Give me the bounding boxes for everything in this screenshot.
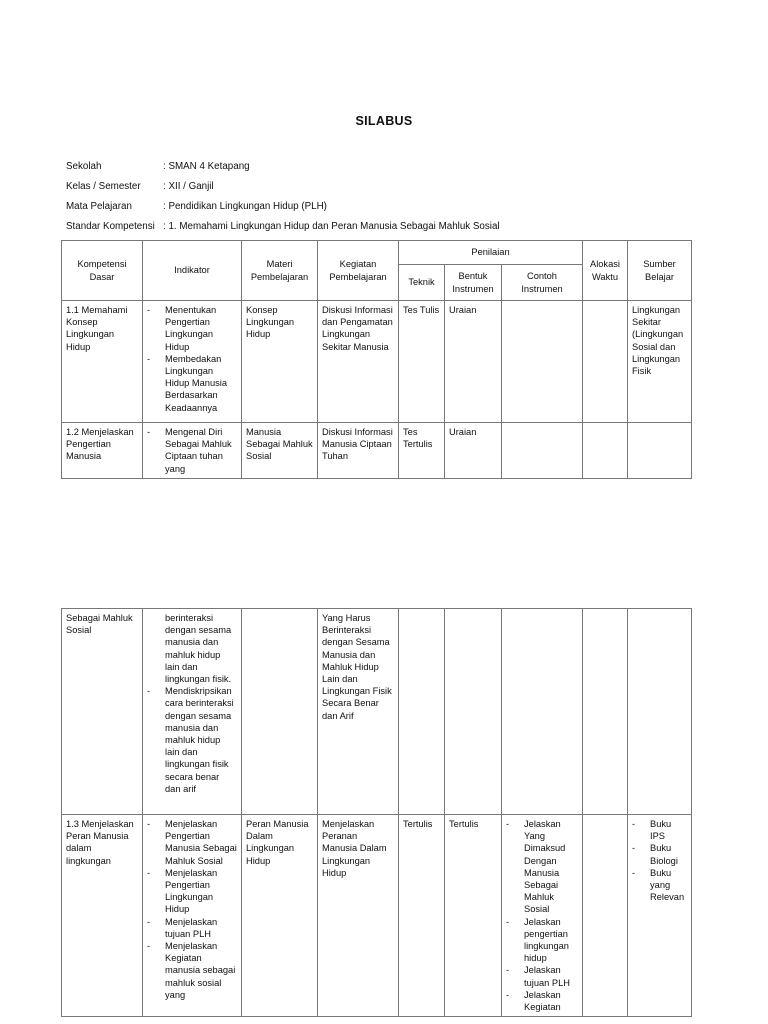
cell-kd: Sebagai Mahluk Sosial xyxy=(62,609,143,815)
cell-sumber xyxy=(628,815,692,1017)
cell-sumber xyxy=(628,609,692,815)
syllabus-table-continued xyxy=(61,608,692,1017)
list-item: - Menjelaskan Kegiatan manusia sebagai mahluk sosial yang xyxy=(147,940,237,1001)
list-item: - Buku yang Relevan xyxy=(632,867,687,904)
cell-sumber: Lingkungan Sekitar (Lingkungan Sosial dan Lingkungan Fisik xyxy=(628,301,692,423)
cell-teknik: Tes Tulis xyxy=(399,301,445,423)
meta-value: : SMAN 4 Ketapang xyxy=(163,160,250,174)
meta-label: Mata Pelajaran xyxy=(66,201,132,212)
cell-teknik: Tes Tertulis xyxy=(399,423,445,479)
list-item: - Jelaskan pengertian lingkungan hidup xyxy=(506,916,578,965)
header-alokasi: Alokasi Waktu xyxy=(583,241,628,301)
cell-alokasi xyxy=(583,609,628,815)
cell-indikator xyxy=(143,423,242,479)
list-item: - Jelaskan tujuan PLH xyxy=(506,964,578,988)
header-penilaian: Penilaian xyxy=(399,241,583,265)
page-title: SILABUS xyxy=(355,114,413,128)
cell-materi xyxy=(242,609,318,815)
cell-kd: 1.3 Menjelaskan Peran Manusia dalam lingkungan xyxy=(62,815,143,1017)
cell-kegiatan: Diskusi Informasi Manusia Ciptaan Tuhan xyxy=(318,423,399,479)
header-materi: Materi Pembelajaran xyxy=(242,241,318,301)
meta-label: Kelas / Semester xyxy=(66,181,141,192)
list-item: - Menjelaskan Pengertian Lingkungan Hidup xyxy=(147,867,237,916)
syllabus-table xyxy=(61,240,692,479)
indikator-continued: berinteraksi dengan sesama manusia dan mahluk hidup lain dan lingkungan fisik. xyxy=(165,613,232,685)
list-item: - Buku IPS xyxy=(632,818,687,842)
list-item: - Buku Biologi xyxy=(632,842,687,866)
cell-contoh xyxy=(502,609,583,815)
cell-sumber xyxy=(628,423,692,479)
cell-materi: Manusia Sebagai Mahluk Sosial xyxy=(242,423,318,479)
cell-kegiatan: Diskusi Informasi dan Pengamatan Lingkungan Sekitar Manusia xyxy=(318,301,399,423)
cell-alokasi xyxy=(583,301,628,423)
list-item: - Menjelaskan Pengertian Manusia Sebagai Mahluk Sosial xyxy=(147,818,237,867)
table-row xyxy=(62,301,692,423)
cell-bentuk xyxy=(445,609,502,815)
meta-label: Sekolah xyxy=(66,161,102,172)
cell-kegiatan: Menjelaskan Peranan Manusia Dalam Lingkungan Hidup xyxy=(318,815,399,1017)
header-teknik: Teknik xyxy=(399,265,445,301)
cell-kd: 1.1 Memahami Konsep Lingkungan Hidup xyxy=(62,301,143,423)
cell-teknik xyxy=(399,609,445,815)
list-item: - Menjelaskan tujuan PLH xyxy=(147,916,237,940)
header-bentuk: Bentuk Instrumen xyxy=(445,265,502,301)
cell-alokasi xyxy=(583,423,628,479)
meta-value: : XII / Ganjil xyxy=(163,180,214,194)
cell-indikator xyxy=(143,609,242,815)
cell-contoh xyxy=(502,815,583,1017)
header-kompetensi: Kompetensi Dasar xyxy=(62,241,143,301)
list-item: - Mendiskripsikan cara berinteraksi dengan sesama manusia dan mahluk hidup lain dan lingkungan fisik secara benar dan arif xyxy=(147,685,237,795)
cell-bentuk: Tertulis xyxy=(445,815,502,1017)
cell-materi: Peran Manusia Dalam Lingkungan Hidup xyxy=(242,815,318,1017)
cell-kegiatan: Yang Harus Berinteraksi dengan Sesama Manusia dan Mahluk Hidup Lain dan Lingkungan Fisik Secara Benar dan Arif xyxy=(318,609,399,815)
table-row xyxy=(62,815,692,1017)
header-indikator: Indikator xyxy=(143,241,242,301)
cell-bentuk: Uraian xyxy=(445,301,502,423)
header-row xyxy=(62,241,692,265)
list-item: - Membedakan Lingkungan Hidup Manusia Berdasarkan Keadaannya xyxy=(147,353,237,414)
cell-kd: 1.2 Menjelaskan Pengertian Manusia xyxy=(62,423,143,479)
meta-value: : Pendidikan Lingkungan Hidup (PLH) xyxy=(163,200,327,214)
header-sumber: Sumber Belajar xyxy=(628,241,692,301)
cell-indikator xyxy=(143,815,242,1017)
table-row xyxy=(62,609,692,815)
header-kegiatan: Kegiatan Pembelajaran xyxy=(318,241,399,301)
list-item: - Jelaskan Yang Dimaksud Dengan Manusia Sebagai Mahluk Sosial xyxy=(506,818,578,916)
cell-indikator xyxy=(143,301,242,423)
list-item: - Menentukan Pengertian Lingkungan Hidup xyxy=(147,304,237,353)
cell-alokasi xyxy=(583,815,628,1017)
cell-materi: Konsep Lingkungan Hidup xyxy=(242,301,318,423)
meta-label: Standar Kompetensi xyxy=(66,221,155,232)
list-item: - Mengenal Diri Sebagai Mahluk Ciptaan tuhan yang xyxy=(147,426,237,475)
header-contoh: Contoh Instrumen xyxy=(502,265,583,301)
table-row xyxy=(62,423,692,479)
cell-teknik: Tertulis xyxy=(399,815,445,1017)
cell-contoh xyxy=(502,301,583,423)
list-item: - Jelaskan Kegiatan xyxy=(506,989,578,1013)
cell-contoh xyxy=(502,423,583,479)
cell-bentuk: Uraian xyxy=(445,423,502,479)
meta-value: : 1. Memahami Lingkungan Hidup dan Peran Manusia Sebagai Mahluk Sosial xyxy=(163,220,500,234)
